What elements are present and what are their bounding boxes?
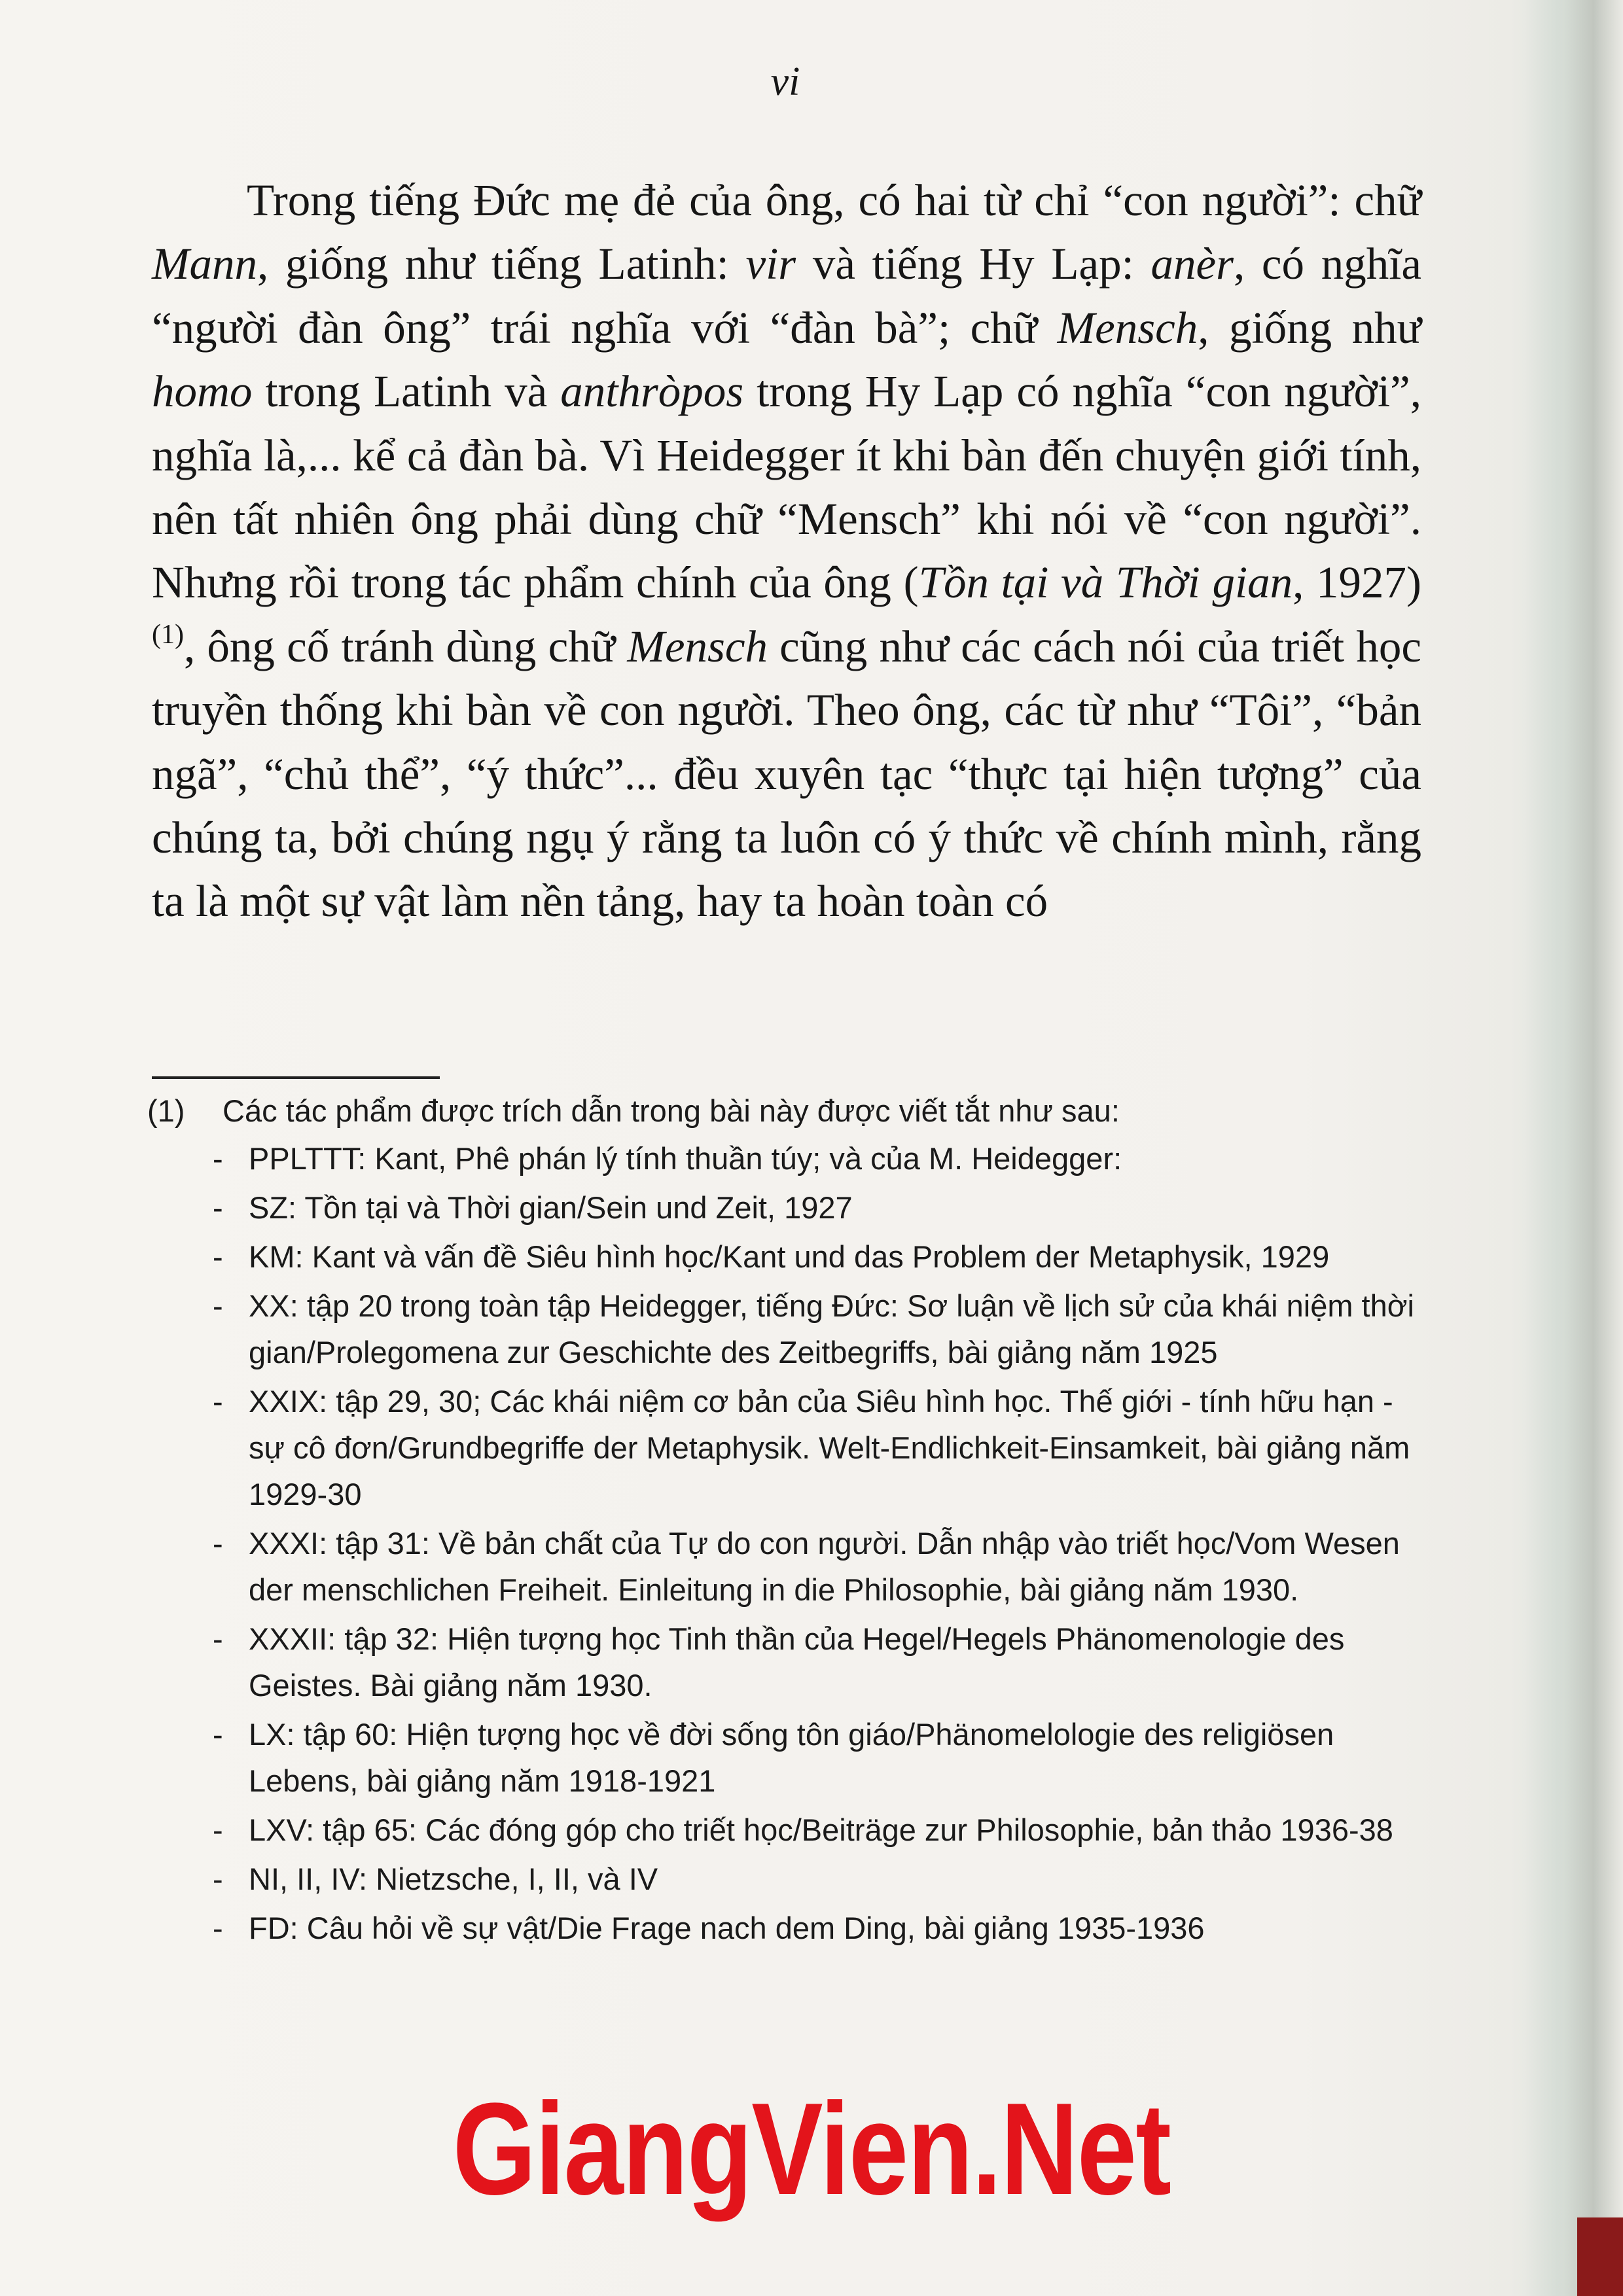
text-run: , ông cố tránh dùng chữ	[183, 621, 628, 671]
footnote-header	[147, 1087, 1430, 1134]
text-run: , 1927)	[1293, 557, 1421, 608]
dash-bullet: -	[213, 1190, 223, 1225]
dash-bullet: -	[213, 1862, 223, 1896]
text-run: , giống như	[1198, 302, 1421, 353]
list-item-text: PPLTTT: Kant, Phê phán lý tính thuần túy; và của M. Heidegger:	[249, 1141, 1122, 1176]
italic-book-title: Tồn tại và Thời gian	[918, 557, 1293, 608]
footnotes	[147, 1087, 1430, 1954]
italic-term: homo	[152, 366, 253, 417]
italic-term: anthròpos	[560, 366, 744, 417]
text-run: trong Hy Lạp có nghĩa “con người”, nghĩa là,... kể cả đàn bà. Vì Heidegger ít khi bàn đến chuyện giới tính, nên tất nhiên ông phải dùng chữ “Mensch” khi nói về “con người”. Nhưng rồi trong tác phẩm chính của ông (	[152, 366, 1421, 608]
italic-term: Mensch	[1057, 302, 1198, 353]
dash-bullet: -	[213, 1812, 223, 1847]
text-run: Trong tiếng Đức mẹ đẻ của ông, có hai từ chỉ “con người”: chữ	[247, 175, 1421, 225]
dash-bullet: -	[213, 1288, 223, 1323]
list-item-text: NI, II, IV: Nietzsche, I, II, và IV	[249, 1862, 658, 1896]
list-item-text: XX: tập 20 trong toàn tập Heidegger, tiếng Đức: Sơ luận về lịch sử của khái niệm thời gian/Prolegomena zur Geschichte des Zeitbegriffs, bài giảng năm 1925	[249, 1288, 1414, 1369]
list-item	[213, 1184, 1430, 1231]
footnote-intro: Các tác phẩm được trích dẫn trong bài này được viết tắt như sau:	[223, 1093, 1120, 1128]
list-item-text: LXV: tập 65: Các đóng góp cho triết học/Beiträge zur Philosophie, bản thảo 1936-38	[249, 1812, 1393, 1847]
dash-bullet: -	[213, 1717, 223, 1752]
italic-term: Mann	[152, 239, 257, 289]
text-run: cũng như các cách nói của triết học truyền thống khi bàn về con người. Theo ông, các từ như “Tôi”, “bản ngã”, “chủ thể”, “ý thức”... đều xuyên tạc “thực tại hiện tượng” của chúng ta, bởi chúng ngụ ý rằng ta luôn có ý thức về chính mình, rằng ta là một sự vật làm nền tảng, hay ta hoàn toàn có	[152, 621, 1422, 927]
text-run: trong Latinh và	[252, 366, 561, 417]
list-item	[213, 1520, 1430, 1613]
list-item	[213, 1233, 1430, 1280]
dash-bullet: -	[213, 1621, 223, 1656]
list-item-text: KM: Kant và vấn đề Siêu hình học/Kant und das Problem der Metaphysik, 1929	[249, 1239, 1330, 1274]
footnote-number: (1)	[147, 1093, 185, 1128]
corner-mark	[1577, 2217, 1623, 2296]
text-run: , giống như tiếng Latinh:	[257, 239, 746, 289]
list-item-text: LX: tập 60: Hiện tượng học về đời sống tôn giáo/Phänomelologie des religiösen Lebens, bài giảng năm 1918-1921	[249, 1717, 1334, 1798]
italic-term: Mensch	[627, 621, 768, 671]
footnote-reference: (1)	[152, 619, 184, 650]
footnote-abbreviation-list	[147, 1135, 1430, 1951]
body-paragraph	[152, 169, 1421, 934]
italic-term: vir	[745, 239, 796, 289]
text-run: , có nghĩa “người đàn ông” trái nghĩa với “đàn bà”; chữ	[152, 239, 1421, 353]
list-item	[213, 1378, 1430, 1517]
italic-term: anèr	[1150, 239, 1234, 289]
dash-bullet: -	[213, 1141, 223, 1176]
dash-bullet: -	[213, 1239, 223, 1274]
list-item-text: XXXI: tập 31: Về bản chất của Tự do con người. Dẫn nhập vào triết học/Vom Wesen der menschlichen Freiheit. Einleitung in die Philosophie, bài giảng năm 1930.	[249, 1526, 1400, 1607]
watermark: GiangVien.Net	[452, 2076, 1171, 2222]
list-item	[213, 1616, 1430, 1708]
dash-bullet: -	[213, 1384, 223, 1419]
footnote-separator	[152, 1076, 440, 1079]
list-item	[213, 1135, 1430, 1182]
list-item-text: XXXII: tập 32: Hiện tượng học Tinh thần của Hegel/Hegels Phänomenologie des Geistes. Bài giảng năm 1930.	[249, 1621, 1345, 1703]
list-item-text: XXIX: tập 29, 30; Các khái niệm cơ bản của Siêu hình học. Thế giới - tính hữu hạn - sự cô đơn/Grundbegriffe der Metaphysik. Welt-Endlichkeit-Einsamkeit, bài giảng năm 1929-30	[249, 1384, 1410, 1511]
list-item-text: SZ: Tồn tại và Thời gian/Sein und Zeit, 1927	[249, 1190, 853, 1225]
dash-bullet: -	[213, 1526, 223, 1561]
dash-bullet: -	[213, 1911, 223, 1945]
page-number: vi	[770, 60, 800, 104]
text-run: và tiếng Hy Lạp:	[796, 239, 1151, 289]
list-item	[213, 1905, 1430, 1951]
page-edge-shadow	[1525, 0, 1623, 2296]
list-item	[213, 1711, 1430, 1804]
list-item	[213, 1856, 1430, 1902]
list-item	[213, 1807, 1430, 1853]
list-item	[213, 1282, 1430, 1375]
list-item-text: FD: Câu hỏi về sự vật/Die Frage nach dem Ding, bài giảng 1935-1936	[249, 1911, 1205, 1945]
